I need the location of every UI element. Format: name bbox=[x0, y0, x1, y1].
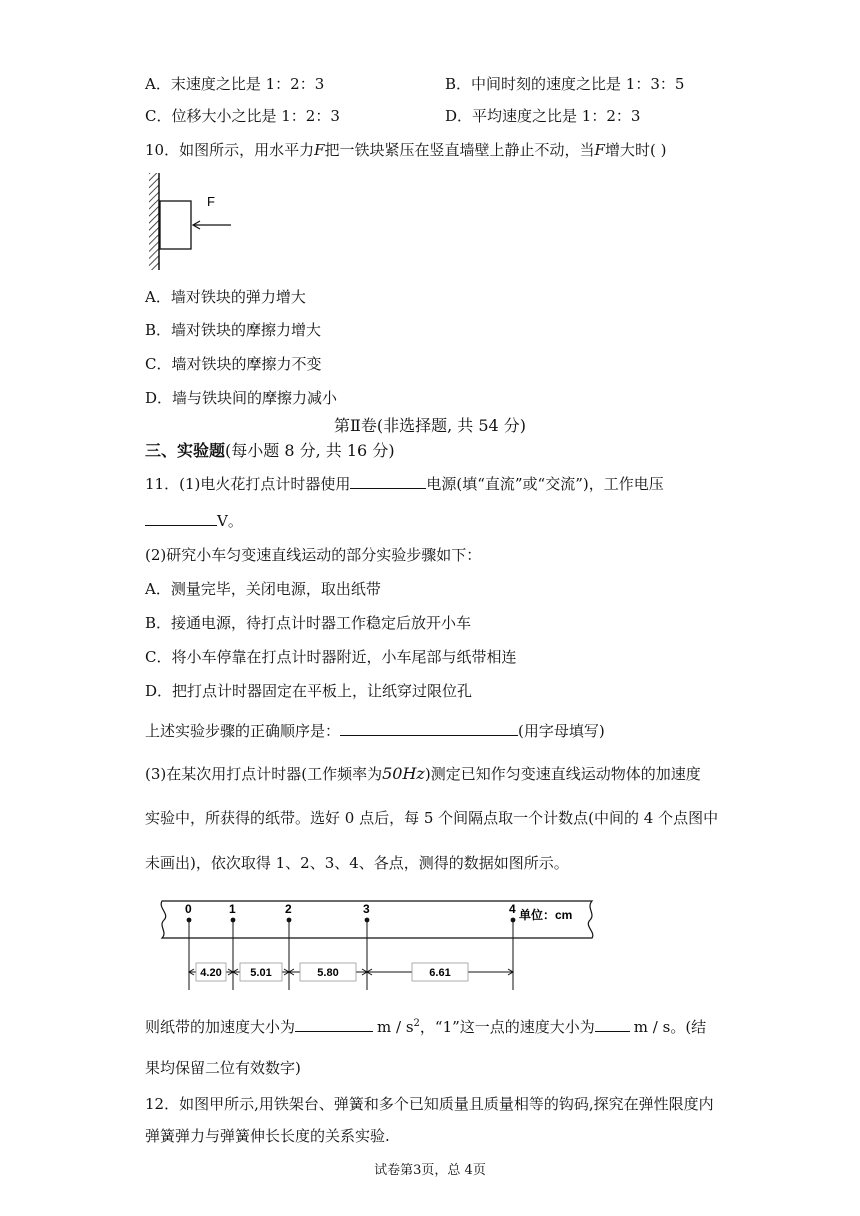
q11-answer-mid: ，“1”这一点的速度大小为 bbox=[419, 1018, 595, 1036]
q11-step-a: A．测量完毕，关闭电源，取出纸带 bbox=[145, 580, 381, 598]
q11-order bbox=[145, 720, 605, 741]
paper-tape-figure bbox=[140, 892, 610, 997]
tape-dot-0 bbox=[187, 918, 192, 923]
q11-voltage-blank[interactable] bbox=[145, 510, 217, 526]
q11-part1-pre: 11．(1)电火花打点计时器使用 bbox=[145, 475, 351, 493]
tape-dot-4 bbox=[511, 918, 516, 923]
q9-option-d: D．平均速度之比是 1：2：3 bbox=[445, 107, 641, 125]
section3-title: 三、实验题 bbox=[145, 441, 226, 460]
q11-order-pre: 上述实验步骤的正确顺序是： bbox=[145, 722, 341, 740]
tape-point-label: 3 bbox=[363, 902, 370, 916]
q11-part2-intro: (2)研究小车匀变速直线运动的部分实验步骤如下： bbox=[145, 546, 482, 564]
tape-segment-value: 5.80 bbox=[317, 967, 339, 979]
tape-segment-value: 5.01 bbox=[250, 967, 272, 979]
q11-answer-pre: 则纸带的加速度大小为 bbox=[145, 1018, 296, 1036]
q10-stem-post: 增大时( ) bbox=[604, 141, 667, 159]
tape-point-label: 1 bbox=[229, 902, 236, 916]
tape-dot-2 bbox=[287, 918, 292, 923]
q10-force-symbol: F bbox=[314, 141, 325, 159]
q12-line1: 12．如图甲所示,用铁架台、弹簧和多个已知质量且质量相等的钩码,探究在弹性限度内 bbox=[145, 1095, 714, 1113]
q11-part1-voltage bbox=[145, 510, 243, 531]
q11-part3-pre: (3)在某次用打点计时器(工作频率为 bbox=[145, 765, 383, 783]
q9-option-a: A．末速度之比是 1：2：3 bbox=[145, 75, 325, 93]
q11-part3-line1 bbox=[145, 764, 701, 784]
wall-hatching bbox=[149, 173, 159, 270]
q11-answer-line bbox=[145, 1014, 706, 1037]
q11-step-d: D．把打点计时器固定在平板上，让纸穿过限位孔 bbox=[145, 682, 473, 700]
tape-point-label: 0 bbox=[185, 902, 192, 916]
q11-part3-post: )测定已知作匀变速直线运动物体的加速度 bbox=[424, 765, 701, 783]
q11-part3-line3: 未画出)，依次取得 1、2、3、4、各点，测得的数据如图所示。 bbox=[145, 854, 569, 872]
q11-order-post: (用字母填写) bbox=[518, 722, 605, 740]
iron-block bbox=[160, 201, 191, 249]
q11-unit-velocity: m / s bbox=[633, 1018, 671, 1036]
q10-option-b: B．墙对铁块的摩擦力增大 bbox=[145, 321, 322, 339]
section3-note: (每小题 8 分, 共 16 分) bbox=[225, 441, 395, 460]
q10-option-d: D．墙与铁块间的摩擦力减小 bbox=[145, 389, 338, 407]
tape-unit-label: 单位：cm bbox=[519, 908, 573, 922]
q11-step-b: B．接通电源，待打点计时器工作稳定后放开小车 bbox=[145, 614, 472, 632]
q11-part1-mid: 电源(填“直流”或“交流”)，工作电压 bbox=[426, 475, 664, 493]
force-label: F bbox=[207, 194, 215, 209]
wall-block-figure bbox=[145, 170, 245, 275]
q9-option-b: B．中间时刻的速度之比是 1：3：5 bbox=[445, 75, 685, 93]
q11-frequency: 50Hz bbox=[382, 764, 425, 783]
tape-point-label: 4 bbox=[509, 902, 516, 916]
q11-power-type-blank[interactable] bbox=[350, 473, 426, 489]
section2-title: 第Ⅱ卷(非选择题, 共 54 分) bbox=[333, 416, 527, 435]
q11-voltage-unit: V。 bbox=[217, 512, 243, 530]
q11-acceleration-blank[interactable] bbox=[295, 1016, 373, 1032]
q10-stem-pre: 10．如图所示，用水平力 bbox=[145, 141, 315, 159]
q10-stem-mid: 把一铁块紧压在竖直墙壁上静止不动，当 bbox=[324, 141, 595, 159]
q11-answer-post: 。(结 bbox=[670, 1018, 707, 1036]
q11-unit-exponent: 2 bbox=[413, 1018, 420, 1029]
q9-option-c: C．位移大小之比是 1：2：3 bbox=[145, 107, 340, 125]
section3-heading bbox=[145, 441, 395, 461]
tape-dot-3 bbox=[365, 918, 370, 923]
tape-point-label: 2 bbox=[285, 902, 292, 916]
page-footer: 试卷第3页，总 4页 bbox=[374, 1163, 486, 1178]
q11-answer-line2: 果均保留二位有效数字) bbox=[145, 1059, 301, 1077]
tape-segment-value: 6.61 bbox=[429, 967, 451, 979]
q11-unit-acceleration: m / s bbox=[377, 1018, 414, 1036]
q11-part3-line2: 实验中，所获得的纸带。选好 0 点后，每 5 个间隔点取一个计数点(中间的 4 个点图中 bbox=[145, 809, 719, 827]
q12-line2: 弹簧弹力与弹簧伸长长度的关系实验. bbox=[145, 1127, 390, 1145]
q11-velocity-blank[interactable] bbox=[595, 1016, 630, 1032]
tape-dot-1 bbox=[231, 918, 236, 923]
q10-force-symbol-2: F bbox=[594, 141, 605, 159]
q11-step-c: C．将小车停靠在打点计时器附近，小车尾部与纸带相连 bbox=[145, 648, 517, 666]
q10-stem bbox=[145, 140, 666, 160]
q11-part1 bbox=[145, 473, 664, 494]
q11-order-blank[interactable] bbox=[340, 720, 518, 736]
q10-option-a: A．墙对铁块的弹力增大 bbox=[145, 288, 306, 306]
tape-segment-value: 4.20 bbox=[200, 967, 222, 979]
q10-option-c: C．墙对铁块的摩擦力不变 bbox=[145, 355, 322, 373]
